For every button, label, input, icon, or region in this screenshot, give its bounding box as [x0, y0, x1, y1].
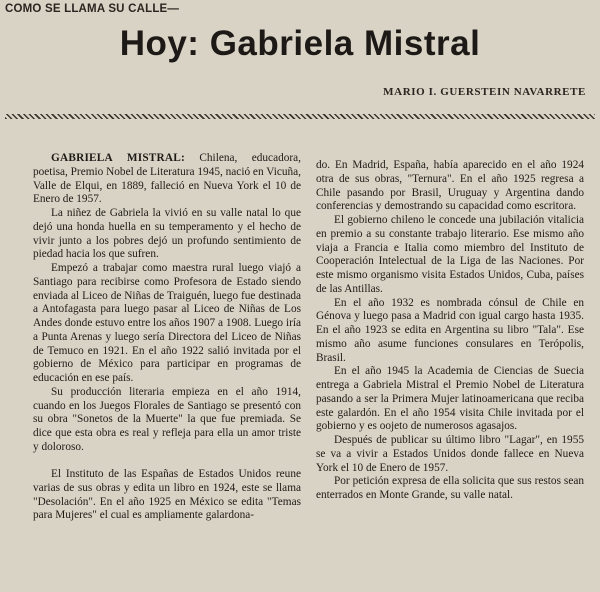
paragraph: En el año 1945 la Academia de Ciencias de Suecia entrega a Gabriela Mistral el Premio Nobel de Literatura pasando a ser la Primera Mujer latinoamericana que reciba este galardón. En el año 1954 visita Chile invitada por el gobierno y es oojeto de numerosos agasajos. — [316, 365, 584, 433]
paragraph: do. En Madrid, España, había aparecido en el año 1924 otra de sus obras, "Ternura". En el año 1925 regresa a Chile pasando por Brasil, Uruguay y Argentina dando conferencias y demostrando su capacidad como escritora. — [316, 159, 584, 213]
paragraph: La niñez de Gabriela la vivió en su valle natal lo que dejó una honda huella en su temperamento y el hecho de vivir junto a los pobres dejó un profundo sentimiento de piedad hacia los que sufren. — [33, 207, 301, 261]
paragraph: En el año 1932 es nombrada cónsul de Chile en Génova y luego pasa a Madrid con igual cargo hasta 1935. En el año 1923 se edita en Argentina su libro "Tala". Ese mismo año asume funciones consulares en Terópolis, Brasil. — [316, 296, 584, 364]
paragraph — [33, 152, 301, 207]
article-column-left — [33, 152, 301, 523]
lead-name: GABRIELA MISTRAL: — [51, 152, 185, 164]
paragraph: El gobierno chileno le concede una jubilación vitalicia en premio a su constante trabajo literario. Ese mismo año viaja a Francia e Italia como miembro del Instituto de Cooperación Intelectual de la Liga de las Naciones. Por este mismo organismo visita Estados Unidos, Cuba, países de las Antillas. — [316, 214, 584, 295]
paragraph: El Instituto de las Españas de Estados Unidos reune varias de sus obras y edita un libro en 1924, este se llama "Desolación". En el año 1925 en México se edita "Temas para Mujeres" el cual es ampliamente galardona- — [33, 468, 301, 522]
section-kicker: COMO SE LLAMA SU CALLE— — [5, 3, 180, 15]
paragraph: Después de publicar su último libro "Lagar", en 1955 se va a vivir a Estados Unidos donde fallece en Nueva York el 10 de Enero de 1957. — [316, 434, 584, 474]
author-byline: MARIO I. GUERSTEIN NAVARRETE — [383, 86, 586, 98]
paragraph: Su producción literaria empieza en el año 1914, cuando en los Juegos Florales de Santiago se presentó con su obra "Sonetos de la Muerte" la que fue premiada. Se dice que esta obra es real y refleja para ella un amor triste y doloroso. — [33, 385, 301, 453]
paragraph: Empezó a trabajar como maestra rural luego viajó a Santiago para recibirse como Profesora de Estado siendo enviada al Liceo de Niñas de Traiguén, luego fue destinada a Antofagasta para luego pasar al Liceo de Niñas de Los Andes donde estuvo entre los años 1907 a 1908. Luego iría a Punta Arenas y luego sería Directora del Liceo de Niñas de Temuco en 1921. En el año 1922 salió invitada por el gobierno de México para participar en programas de educación en ese país. — [33, 262, 301, 384]
paragraph-text: Chilena, educadora, poetisa, Premio Nobel de Literatura 1945, nació en Vicuña, Valle de Elqui, en 1889, falleció en Nueva York el 10 de Enero de 1957. — [33, 152, 301, 206]
headline: Hoy: Gabriela Mistral — [119, 24, 481, 63]
article-column-right — [316, 159, 584, 503]
paragraph: Por petición expresa de ella solicita que sus restos sean enterrados en Monte Grande, su valle natal. — [316, 475, 584, 501]
wavy-divider — [5, 114, 595, 119]
